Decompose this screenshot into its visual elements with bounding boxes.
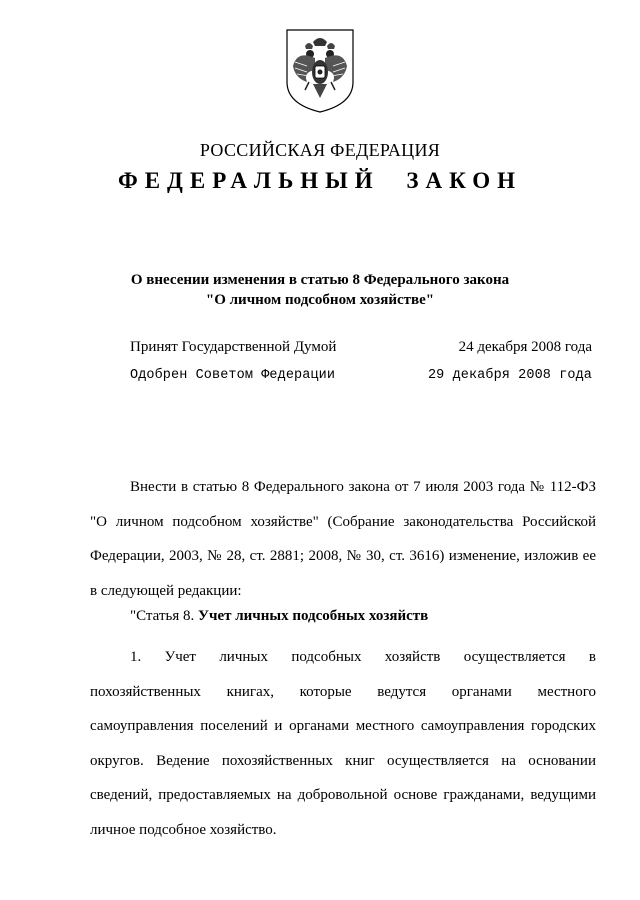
intro-line-3: Федерации, 2003, № 28, ст. 2881; 2008, № 30, ст. 3616) изменение, изложив ее <box>90 548 596 564</box>
clause-line-3: самоуправления поселений и органами местного самоуправления городских <box>90 718 596 734</box>
clause-paragraph <box>90 640 596 847</box>
clause-line-1: 1. Учет личных подсобных хозяйств осуществляется в <box>130 649 596 665</box>
law-type-heading: ФЕДЕРАЛЬНЫЙ ЗАКОН <box>117 168 523 193</box>
intro-line-2: "О личном подсобном хозяйстве" (Собрание законодательства Российской <box>90 513 596 530</box>
clause-line-5: сведений, предоставляемых на добровольной основе гражданами, ведущими <box>90 787 596 803</box>
clause-line-6: личное подсобное хозяйство. <box>90 821 277 838</box>
article-heading <box>130 608 428 625</box>
article-prefix: "Статья 8. <box>130 608 195 624</box>
title-line-2: "О личном подсобном хозяйстве" <box>205 292 435 308</box>
title-line-1: О внесении изменения в статью 8 Федерального закона <box>130 272 510 288</box>
intro-paragraph <box>90 470 596 608</box>
council-label: Одобрен Советом Федерации <box>130 368 336 383</box>
intro-line-4: в следующей редакции: <box>90 582 242 599</box>
clause-line-2: похозяйственных книгах, которые ведутся органами местного <box>90 683 596 700</box>
article-title: Учет личных подсобных хозяйств <box>197 608 429 624</box>
country-name: РОССИЙСКАЯ ФЕДЕРАЦИЯ <box>199 140 441 160</box>
duma-label: Принят Государственной Думой <box>130 339 337 355</box>
council-date: 29 декабря 2008 года <box>427 368 592 383</box>
clause-line-4: округов. Ведение похозяйственных книг осуществляется на основании <box>90 752 596 769</box>
intro-line-1: Внести в статью 8 Федерального закона от 7 июля 2003 года № 112-ФЗ <box>130 479 596 495</box>
document-title <box>0 270 640 310</box>
duma-date: 24 декабря 2008 года <box>458 339 592 355</box>
coat-of-arms-icon <box>283 26 357 114</box>
council-approval-row <box>130 368 592 383</box>
duma-adoption-row <box>130 339 592 356</box>
